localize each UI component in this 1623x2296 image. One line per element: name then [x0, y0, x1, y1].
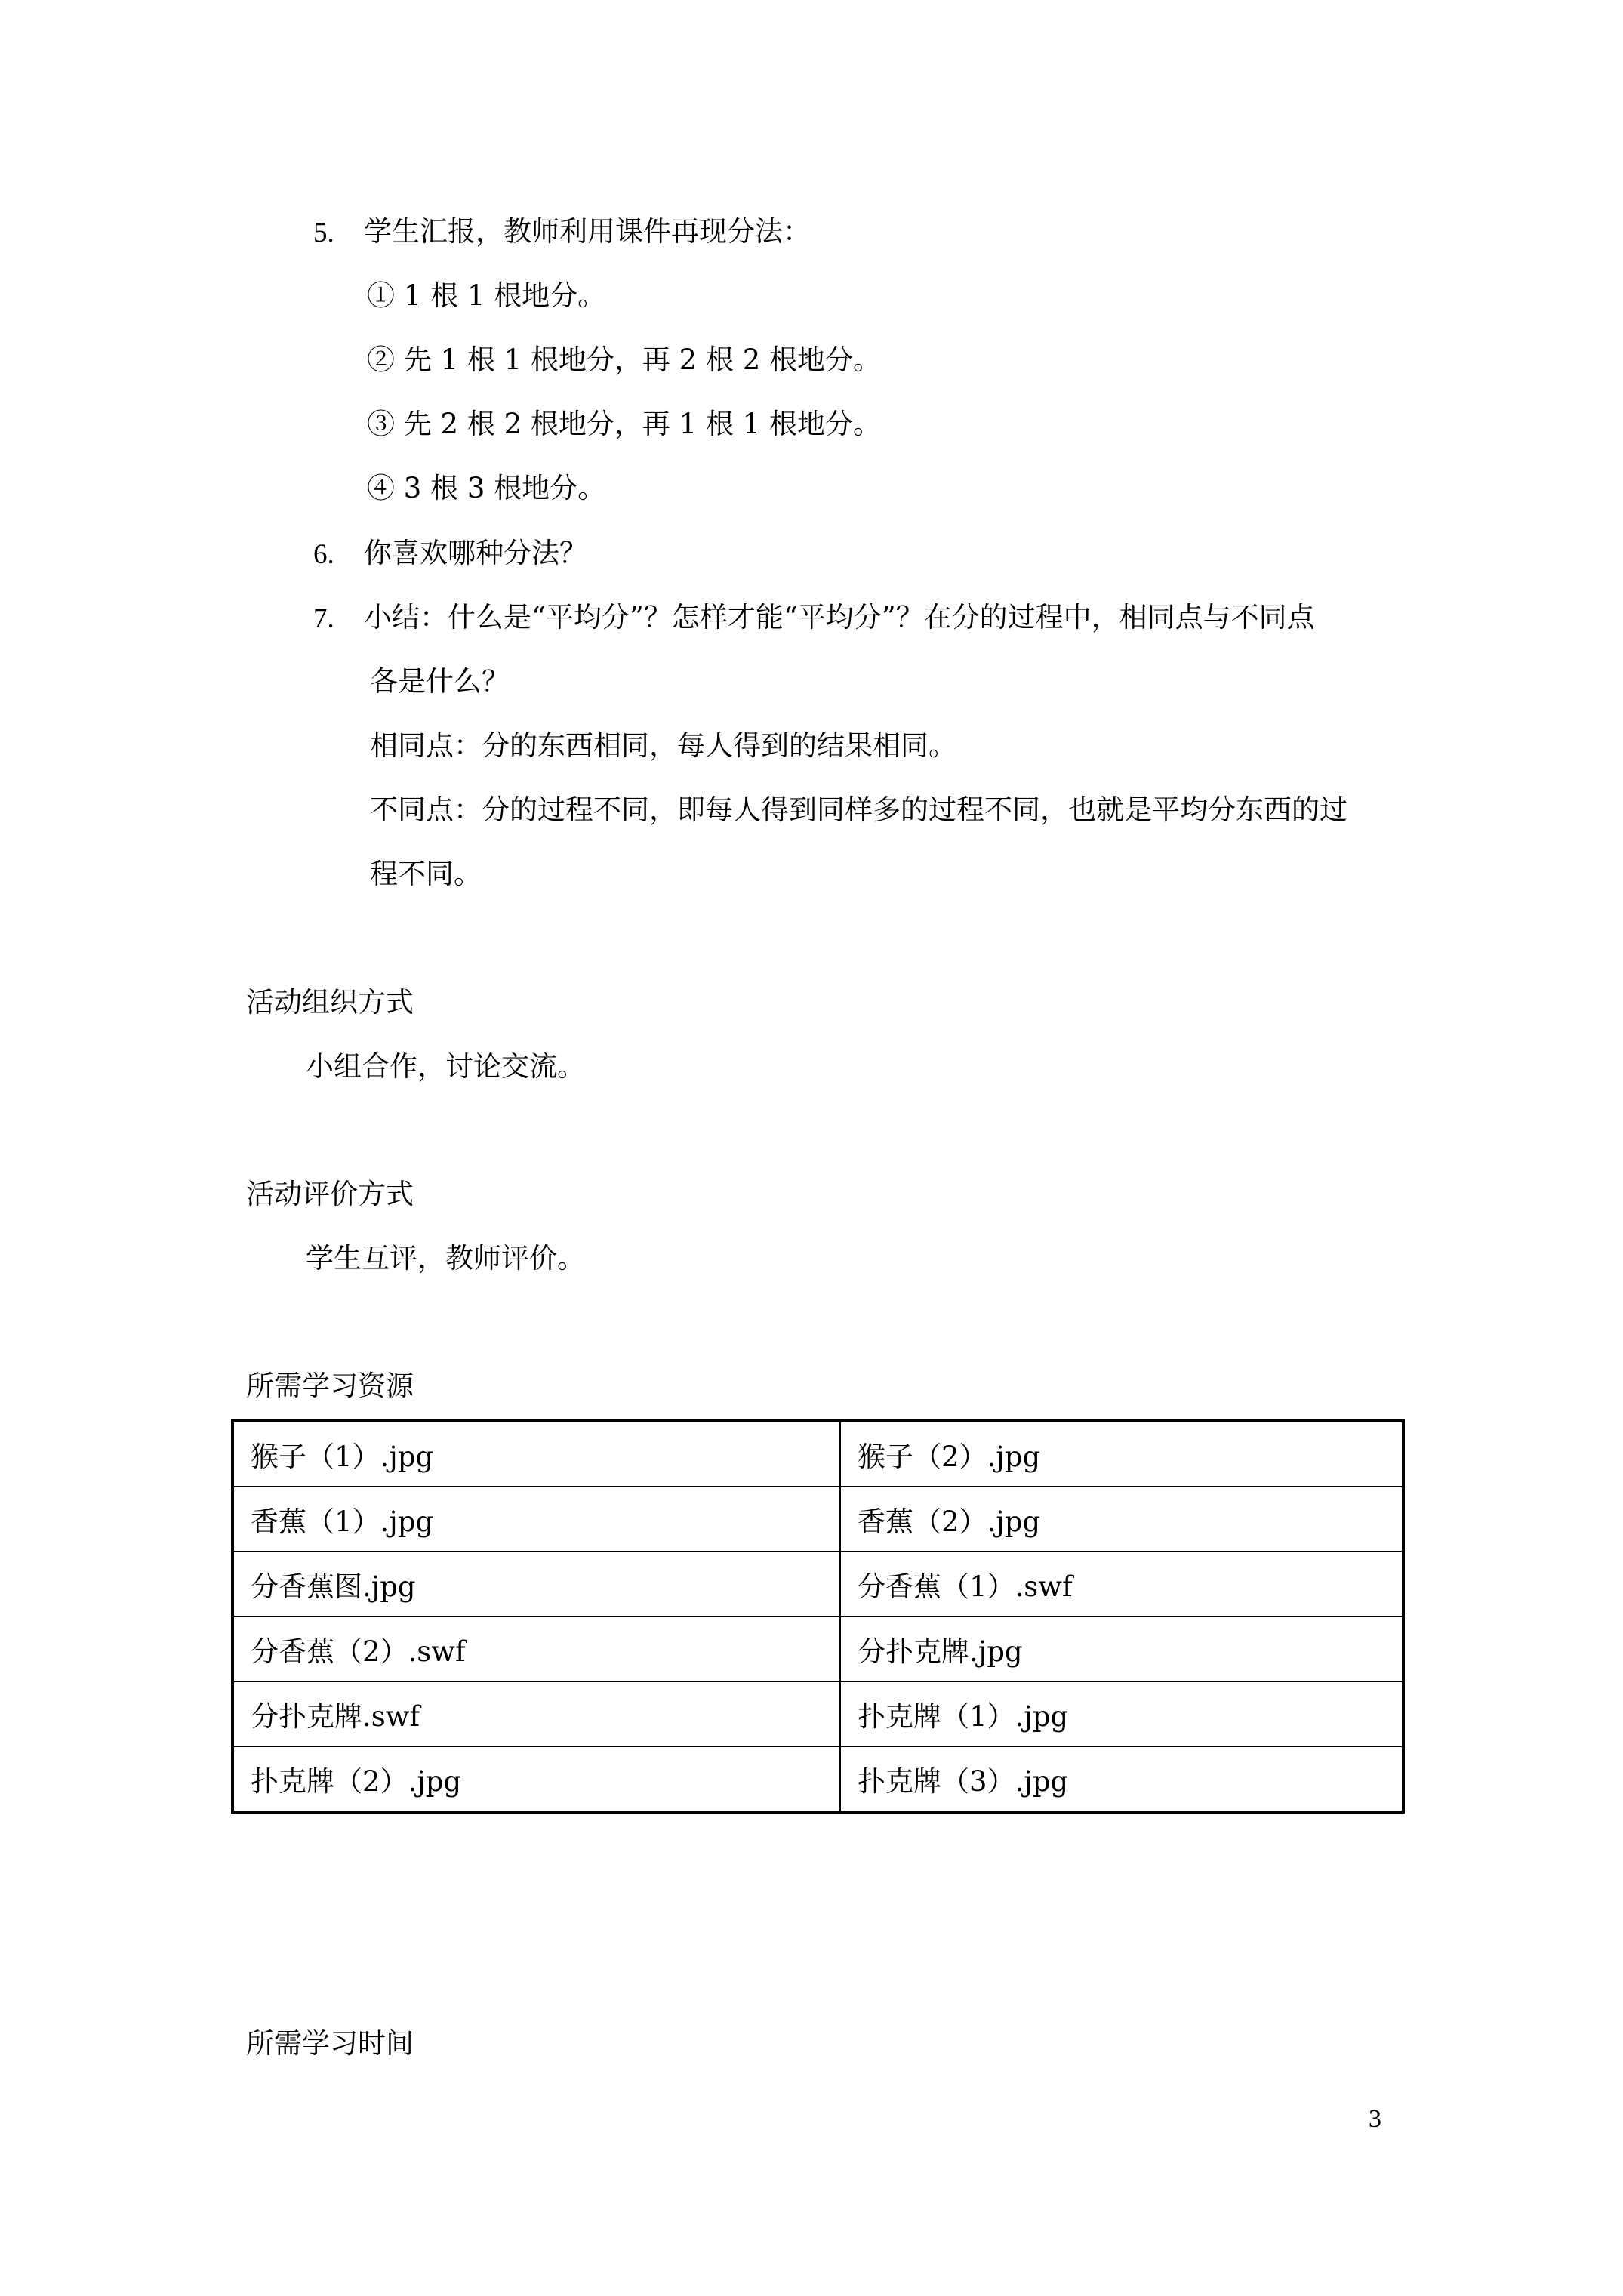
table-cell: 分香蕉图.jpg	[233, 1552, 840, 1616]
table-row	[233, 1552, 1403, 1616]
table-row	[233, 1616, 1403, 1681]
table-cell: 香蕉（2）.jpg	[840, 1487, 1403, 1552]
resources-heading: 所需学习资源	[246, 1370, 414, 1402]
eval-text: 学生互评，教师评价。	[306, 1242, 585, 1274]
table-row	[233, 1487, 1403, 1552]
org-text: 小组合作，讨论交流。	[306, 1050, 585, 1083]
method-item: ④ 3 根 3 根地分。	[367, 472, 606, 504]
step-6-number: 6.	[313, 539, 334, 570]
step-7-text-continued: 各是什么？	[370, 665, 510, 698]
method-item: ① 1 根 1 根地分。	[367, 279, 606, 312]
table-cell: 香蕉（1）.jpg	[233, 1487, 840, 1552]
org-heading: 活动组织方式	[246, 986, 414, 1019]
page-number: 3	[1369, 2105, 1381, 2133]
table-cell: 分香蕉（1）.swf	[840, 1552, 1403, 1616]
step-5-number: 5.	[313, 217, 334, 248]
diff-point-text: 不同点：分的过程不同，即每人得到同样多的过程不同，也就是平均分东西的过	[370, 794, 1347, 826]
step-7-number: 7.	[313, 603, 334, 634]
table-row	[233, 1746, 1403, 1812]
step-6-text: 你喜欢哪种分法？	[364, 537, 587, 569]
table-cell: 分扑克牌.swf	[233, 1681, 840, 1746]
method-item: ③ 先 2 根 2 根地分，再 1 根 1 根地分。	[367, 408, 882, 440]
table-cell: 扑克牌（1）.jpg	[840, 1681, 1403, 1746]
table-cell: 扑克牌（3）.jpg	[840, 1746, 1403, 1812]
diff-point-text-continued: 程不同。	[370, 858, 482, 890]
table-row	[233, 1421, 1403, 1487]
table-cell: 分扑克牌.jpg	[840, 1616, 1403, 1681]
table-row	[233, 1681, 1403, 1746]
table-cell: 猴子（1）.jpg	[233, 1421, 840, 1487]
method-item: ② 先 1 根 1 根地分，再 2 根 2 根地分。	[367, 344, 882, 376]
eval-heading: 活动评价方式	[246, 1178, 414, 1210]
resources-table	[231, 1419, 1405, 1814]
table-cell: 分香蕉（2）.swf	[233, 1616, 840, 1681]
step-7-text: 小结：什么是“平均分”？怎样才能“平均分”？在分的过程中，相同点与不同点	[364, 601, 1315, 633]
step-5-text: 学生汇报，教师利用课件再现分法：	[364, 215, 811, 248]
time-heading: 所需学习时间	[246, 2027, 414, 2060]
same-point-text: 相同点：分的东西相同，每人得到的结果相同。	[370, 729, 956, 762]
table-cell: 扑克牌（2）.jpg	[233, 1746, 840, 1812]
table-cell: 猴子（2）.jpg	[840, 1421, 1403, 1487]
